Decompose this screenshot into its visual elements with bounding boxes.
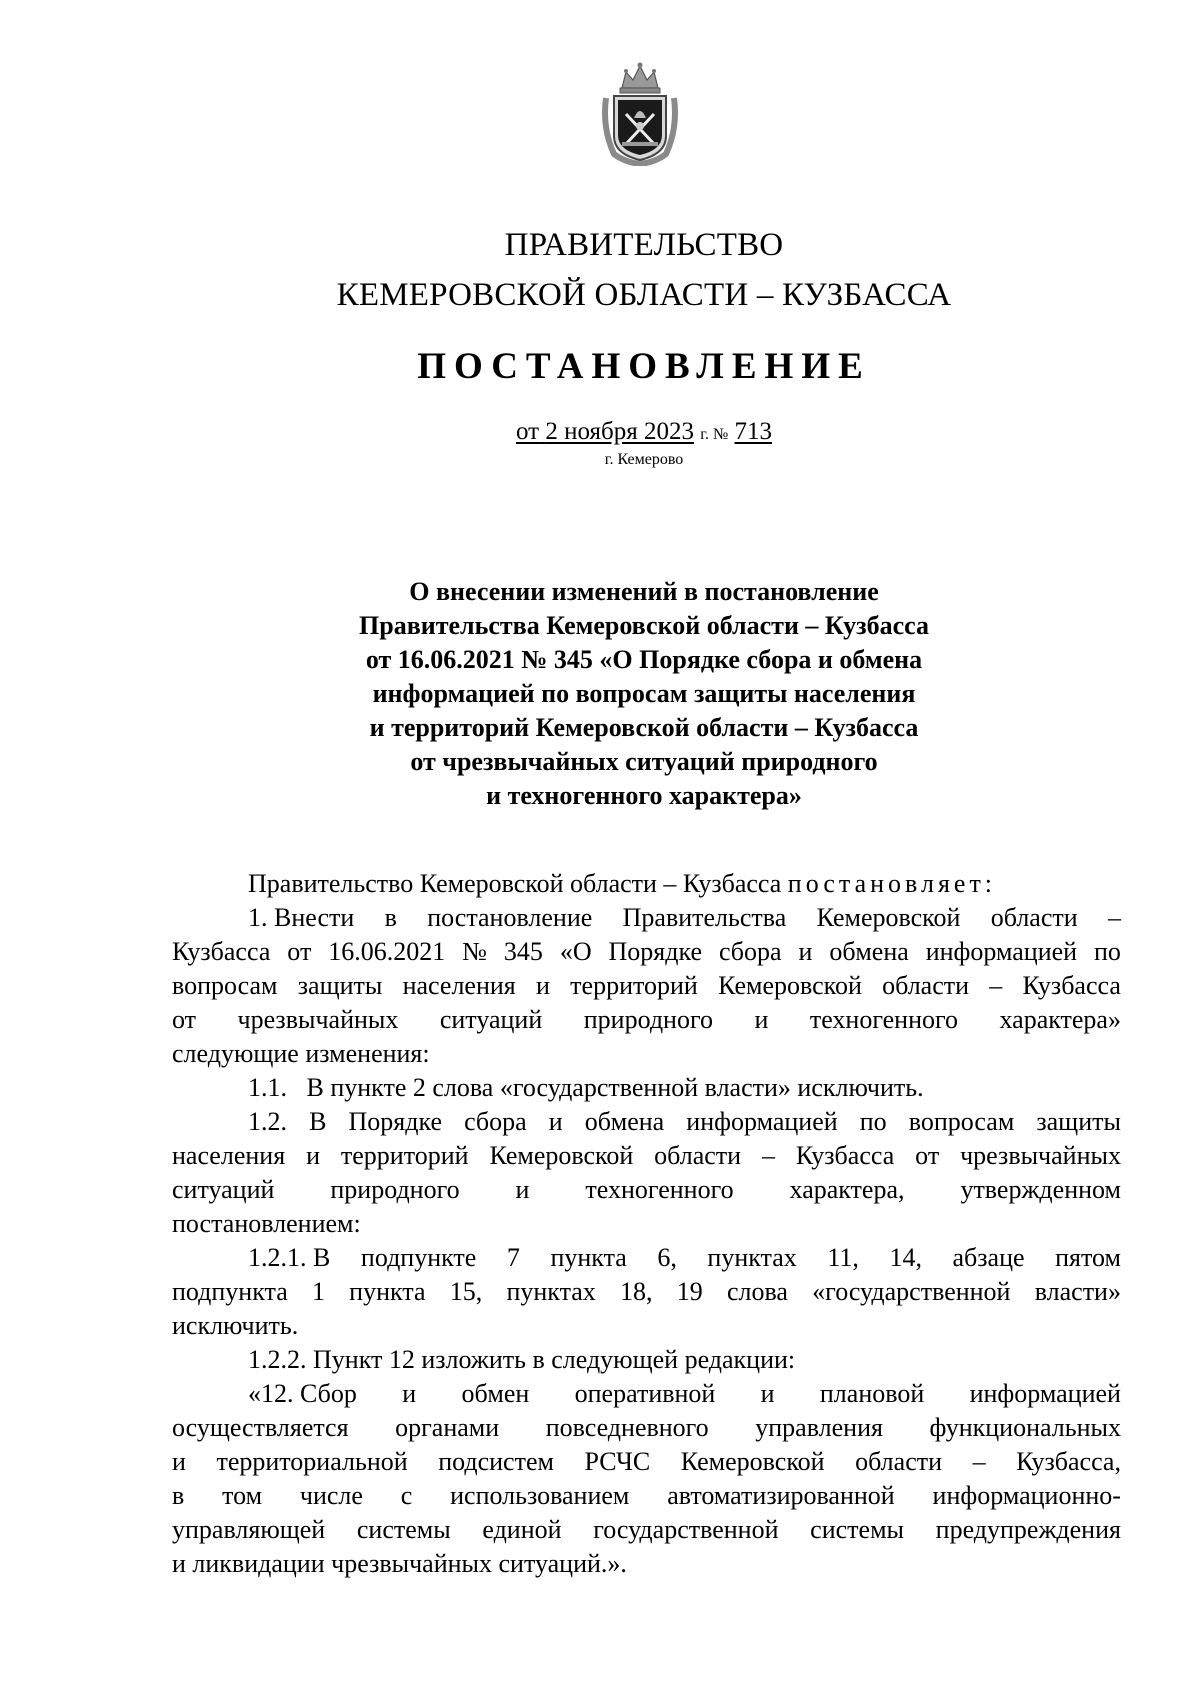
body-word: техногенного — [809, 1005, 959, 1034]
body-word: территориальной — [216, 1447, 408, 1476]
body-line — [172, 1105, 1121, 1139]
body-word: «О — [559, 937, 592, 966]
body-word: 1.2. — [248, 1107, 287, 1136]
body-word: защиты — [297, 971, 383, 1000]
body-word: информацией — [686, 1107, 838, 1136]
body-word: № — [462, 937, 487, 966]
body-word: природного — [583, 1005, 713, 1034]
body-word: обмен — [461, 1379, 530, 1408]
body-line — [172, 1547, 1121, 1581]
body-line — [172, 1139, 1121, 1173]
body-word: системы — [356, 1515, 451, 1544]
body-word: Кузбасса — [172, 937, 271, 966]
city-label: г. Кемерово — [604, 451, 684, 468]
body-word: пятом — [1055, 1243, 1121, 1272]
kuzbass-coat-of-arms-icon — [600, 58, 680, 166]
body-word: обмена — [829, 937, 909, 966]
body-line — [172, 1241, 1121, 1275]
body-word: управляющей — [172, 1515, 326, 1544]
body-word: 19 — [676, 1277, 703, 1306]
body-word: власти» — [1034, 1277, 1121, 1306]
body-word: территорий — [340, 1141, 469, 1170]
body-word: Кемеровской — [680, 1447, 825, 1476]
body-word: сбора — [464, 1107, 527, 1136]
heading-line: Правительства Кемеровской области – Кузбасса — [359, 611, 929, 640]
body-word: Порядке — [608, 937, 703, 966]
body-word: и — [172, 1447, 186, 1476]
body-word: «12. Сбор — [248, 1379, 357, 1408]
body-word: постановление — [427, 903, 593, 932]
body-word: и ликвидации чрезвычайных ситуаций.». — [172, 1549, 627, 1578]
body-word: Кузбасса, — [1016, 1447, 1121, 1476]
body-word: 16.06.2021 — [328, 937, 446, 966]
body-word: пункта — [550, 1243, 627, 1272]
body-line — [172, 969, 1121, 1003]
body-line — [172, 1377, 1121, 1411]
body-line — [172, 1479, 1121, 1513]
body-word: 7 — [506, 1243, 520, 1272]
body-word: 1.2.1. В — [248, 1243, 331, 1272]
body-line — [172, 1343, 1121, 1377]
body-line — [172, 1207, 1121, 1241]
body-word: чрезвычайных — [960, 1141, 1121, 1170]
body-word: и — [402, 1379, 417, 1408]
body-word: 11, — [827, 1243, 859, 1272]
body-word: Кузбасса — [1022, 971, 1121, 1000]
body-word: – — [1108, 903, 1121, 932]
body-word: информацией — [969, 1379, 1121, 1408]
body-word: государственной — [593, 1515, 779, 1544]
body-word: по — [859, 1107, 887, 1136]
body-line — [172, 1513, 1121, 1547]
body-word: характера, — [789, 1175, 905, 1204]
document-heading — [250, 575, 1038, 813]
body-word: и — [536, 971, 550, 1000]
body-word: – — [972, 1447, 986, 1476]
heading-line: и техногенного характера» — [486, 781, 802, 810]
body-word: «государственной — [812, 1277, 1011, 1306]
body-word: 1. Внести — [248, 903, 355, 932]
body-word: 345 — [503, 937, 543, 966]
body-word: 18, — [620, 1277, 653, 1306]
body-word: 1.2.2. Пункт 12 изложить в следующей редакции: — [248, 1345, 796, 1374]
body-word: осуществляется — [172, 1413, 349, 1442]
body-word: Кемеровской — [489, 1141, 634, 1170]
body-word: и — [754, 1005, 769, 1034]
body-word: от — [287, 937, 312, 966]
body-word: вопросам — [908, 1107, 1015, 1136]
body-word: Кузбасса — [795, 1141, 895, 1170]
heading-line: и территорий Кемеровской области – Кузбасса — [369, 713, 919, 742]
body-word: оперативной — [574, 1379, 716, 1408]
body-word: пунктах — [707, 1243, 797, 1272]
body-word: и — [548, 1107, 563, 1136]
heading-line: О внесении изменений в постановление — [409, 577, 879, 606]
body-word: природного — [330, 1175, 460, 1204]
body-word: и — [306, 1141, 320, 1170]
body-line — [172, 1309, 1121, 1343]
body-word: 15, — [449, 1277, 483, 1306]
body-word: информационно- — [932, 1481, 1121, 1510]
body-word: вопросам — [172, 971, 278, 1000]
body-line — [172, 901, 1121, 935]
body-word: с — [400, 1481, 413, 1510]
year-number-label: г. № — [700, 426, 729, 443]
body-word: в — [384, 903, 397, 932]
body-word: и — [760, 1379, 775, 1408]
body-word: системы — [810, 1515, 904, 1544]
body-word: по — [1094, 937, 1121, 966]
body-word: том — [222, 1481, 263, 1510]
body-word: Порядке — [348, 1107, 442, 1136]
body-word: слова — [726, 1277, 788, 1306]
body-line — [172, 1037, 1121, 1071]
body-word: и — [515, 1175, 530, 1204]
body-word: подпункте — [360, 1243, 477, 1272]
body-line — [172, 1003, 1121, 1037]
body-word: 1 — [311, 1277, 325, 1306]
heading-line: от чрезвычайных ситуаций природного — [410, 747, 878, 776]
body-word: В — [309, 1107, 327, 1136]
body-word: управления — [755, 1413, 883, 1442]
body-line — [172, 935, 1121, 969]
government-title-line2: КЕМЕРОВСКОЙ ОБЛАСТИ – КУЗБАССА — [336, 277, 952, 313]
body-word: предупреждения — [935, 1515, 1121, 1544]
body-word: территорий — [570, 971, 698, 1000]
body-word: Кемеровской — [816, 903, 961, 932]
body-word: 6, — [657, 1243, 677, 1272]
body-word: защиты — [1036, 1107, 1121, 1136]
preamble-text: Правительство Кемеровской области – Кузбасса — [248, 869, 782, 898]
body-line — [172, 1071, 1121, 1105]
body-word: повседневного — [545, 1413, 709, 1442]
body-word: области — [990, 903, 1078, 932]
body-word: сбора — [718, 937, 782, 966]
document-date: 2 ноября 2023 — [545, 418, 694, 445]
body-word: подсистем — [438, 1447, 554, 1476]
body-word: единой — [482, 1515, 562, 1544]
body-word: чрезвычайных — [237, 1005, 399, 1034]
body-word: Кемеровской — [718, 971, 862, 1000]
body-line — [172, 1445, 1121, 1479]
body-word: Правительства — [622, 903, 787, 932]
body-word: информацией — [925, 937, 1078, 966]
date-number-line — [0, 418, 1200, 446]
body-word: населения — [172, 1141, 286, 1170]
body-word: автоматизированной — [667, 1481, 895, 1510]
document-number: 713 — [734, 418, 772, 445]
body-word: обмена — [584, 1107, 665, 1136]
body-word: абзаце — [952, 1243, 1025, 1272]
body-word: следующие изменения: — [172, 1039, 430, 1068]
body-word: РСЧС — [584, 1447, 651, 1476]
heading-line: информацией по вопросам защиты населения — [372, 679, 916, 708]
body-word: подпункта — [172, 1277, 288, 1306]
body-word: 1.1. В пункте 2 слова «государственной власти» исключить. — [248, 1073, 924, 1102]
body-line — [172, 1173, 1121, 1207]
body-line — [172, 1275, 1121, 1309]
body-word: утвержденном — [960, 1175, 1121, 1204]
body-word: области — [882, 971, 970, 1000]
body-word: 14, — [889, 1243, 922, 1272]
document-type-title: ПОСТАНОВЛЕНИЕ — [417, 346, 871, 387]
body-word: области — [855, 1447, 943, 1476]
government-title-line1: ПРАВИТЕЛЬСТВО — [504, 227, 784, 263]
body-word: – — [761, 1141, 775, 1170]
body-word: числе — [299, 1481, 363, 1510]
body-word: – — [989, 971, 1003, 1000]
body-word: от — [172, 1005, 197, 1034]
document-body — [172, 867, 1121, 1581]
body-word: техногенного — [585, 1175, 734, 1204]
body-word: ситуаций — [439, 1005, 543, 1034]
body-word: населения — [402, 971, 516, 1000]
body-word: постановлением: — [172, 1209, 361, 1238]
date-prefix: от — [515, 418, 540, 445]
body-word: исключить. — [172, 1311, 299, 1340]
body-word: функциональных — [929, 1413, 1121, 1442]
preamble-line — [172, 867, 1121, 901]
body-word: органами — [395, 1413, 500, 1442]
preamble-resolves: постановляет: — [787, 869, 997, 898]
body-word: пунктах — [506, 1277, 596, 1306]
body-word: от — [915, 1141, 940, 1170]
heading-line: от 16.06.2021 № 345 «О Порядке сбора и обмена — [365, 645, 923, 674]
body-word: ситуаций — [172, 1175, 275, 1204]
body-word: в — [172, 1481, 185, 1510]
body-line — [172, 1411, 1121, 1445]
body-word: использованием — [450, 1481, 630, 1510]
body-word: области — [654, 1141, 742, 1170]
body-word: пункта — [349, 1277, 426, 1306]
body-word: плановой — [819, 1379, 925, 1408]
body-word: характера» — [999, 1005, 1121, 1034]
body-word: и — [798, 937, 813, 966]
